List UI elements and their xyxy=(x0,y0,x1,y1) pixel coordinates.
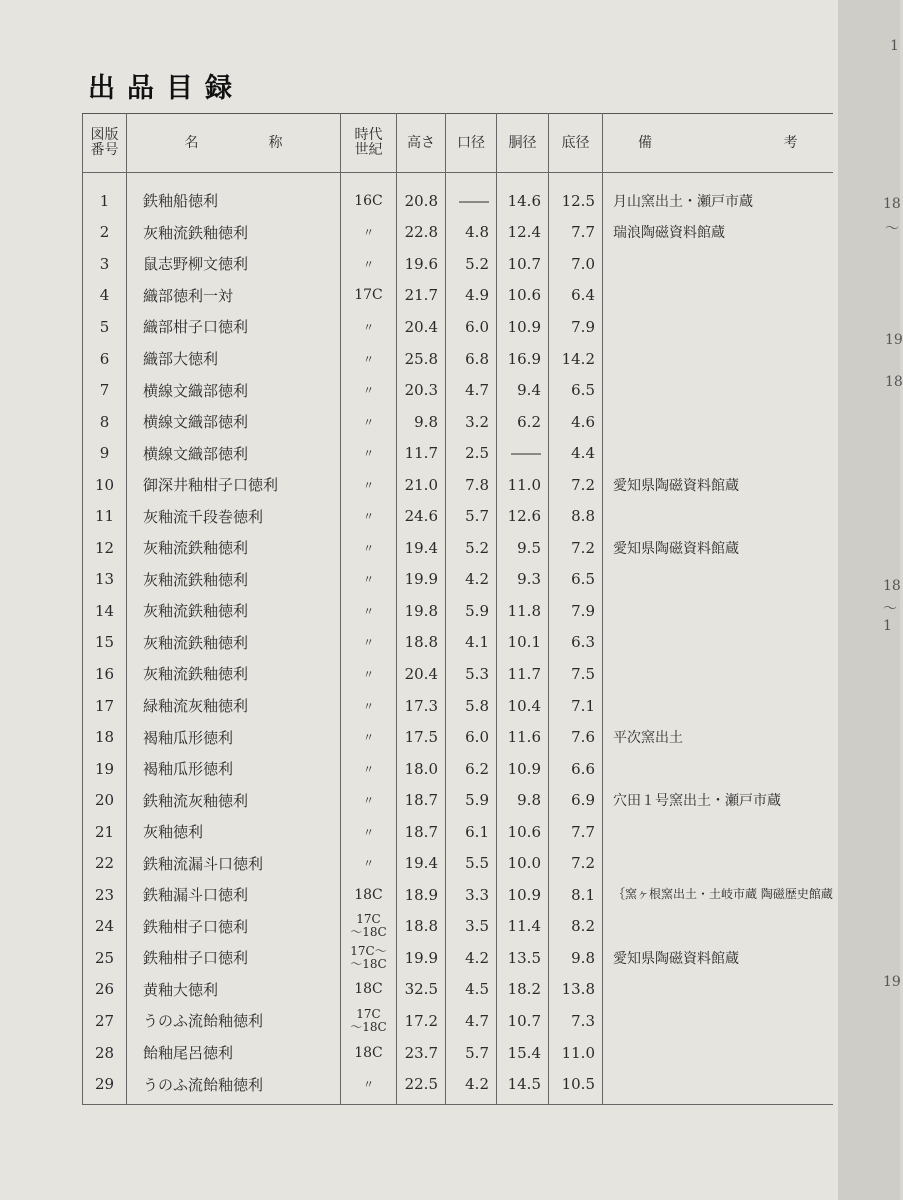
era-century: 〃 xyxy=(341,217,397,249)
era-century: 〃 xyxy=(341,627,397,659)
row-number: 4 xyxy=(83,280,127,312)
remarks-text xyxy=(603,627,833,659)
era-century: 〃 xyxy=(341,311,397,343)
table-row xyxy=(83,248,833,280)
page-title: 出品目録 xyxy=(88,73,244,104)
row-number: 15 xyxy=(83,627,127,659)
row-number: 7 xyxy=(83,374,127,406)
item-name: 灰釉流鉄釉徳利 xyxy=(127,627,341,659)
item-name: 横線文織部徳利 xyxy=(127,406,341,438)
base-diameter-value: 6.3 xyxy=(549,627,603,659)
row-number: 9 xyxy=(83,437,127,469)
item-name: 鉄釉流灰釉徳利 xyxy=(127,784,341,816)
mouth-diameter-value: 7.8 xyxy=(446,469,497,501)
item-name: 灰釉流千段巻徳利 xyxy=(127,500,341,532)
item-name: 灰釉流鉄釉徳利 xyxy=(127,532,341,564)
table-row xyxy=(83,942,833,974)
header-no: 図版 番号 xyxy=(83,114,127,173)
header-body-diameter: 胴径 xyxy=(497,114,549,173)
item-name: 灰釉流鉄釉徳利 xyxy=(127,564,341,596)
row-number: 28 xyxy=(83,1037,127,1069)
row-number: 11 xyxy=(83,500,127,532)
item-name: 織部柑子口徳利 xyxy=(127,311,341,343)
item-name: 緑釉流灰釉徳利 xyxy=(127,690,341,722)
era-century: 〃 xyxy=(341,721,397,753)
mouth-diameter-value: 5.2 xyxy=(446,532,497,564)
row-number: 1 xyxy=(83,173,127,217)
base-diameter-value: 7.9 xyxy=(549,311,603,343)
remarks-text xyxy=(603,1005,833,1037)
era-century: 〃 xyxy=(341,406,397,438)
height-value: 19.9 xyxy=(397,942,446,974)
body-diameter-value: 11.7 xyxy=(497,658,549,690)
table-row xyxy=(83,311,833,343)
remarks-text xyxy=(603,564,833,596)
table-row xyxy=(83,437,833,469)
height-value: 32.5 xyxy=(397,974,446,1006)
mouth-diameter-value: 3.3 xyxy=(446,879,497,911)
body-diameter-value: 12.6 xyxy=(497,500,549,532)
base-diameter-value: 7.2 xyxy=(549,469,603,501)
era-century: 〃 xyxy=(341,847,397,879)
remarks-text: 愛知県陶磁資料館蔵 xyxy=(613,950,739,967)
remarks-text: 愛知県陶磁資料館蔵 xyxy=(613,540,739,557)
era-century: 〃 xyxy=(341,564,397,596)
item-name: 灰釉流鉄釉徳利 xyxy=(127,217,341,249)
row-number: 12 xyxy=(83,532,127,564)
era-century: 〃 xyxy=(341,500,397,532)
height-value: 24.6 xyxy=(397,500,446,532)
item-name: 灰釉流鉄釉徳利 xyxy=(127,658,341,690)
item-name: うのふ流飴釉徳利 xyxy=(127,1005,341,1037)
body-diameter-value: 12.4 xyxy=(497,217,549,249)
era-century: 〃 xyxy=(341,784,397,816)
item-name: 鉄釉船徳利 xyxy=(127,173,341,217)
table-row xyxy=(83,406,833,438)
mouth-diameter-value: 6.0 xyxy=(446,311,497,343)
body-diameter-value: 13.5 xyxy=(497,942,549,974)
base-diameter-value: 7.2 xyxy=(549,532,603,564)
era-century: 18C xyxy=(341,1037,397,1069)
body-diameter-value: 10.1 xyxy=(497,627,549,659)
body-diameter-value: 9.5 xyxy=(497,532,549,564)
base-diameter-value: 4.4 xyxy=(549,437,603,469)
base-diameter-value: 7.6 xyxy=(549,721,603,753)
table-row xyxy=(83,974,833,1006)
row-number: 24 xyxy=(83,911,127,943)
header-base-diameter: 底径 xyxy=(549,114,603,173)
era-century: 〃 xyxy=(341,532,397,564)
table-row xyxy=(83,595,833,627)
remarks-text: 穴田１号窯出土・瀬戸市蔵 xyxy=(613,793,781,810)
row-number: 6 xyxy=(83,343,127,375)
row-number: 17 xyxy=(83,690,127,722)
height-value: 19.9 xyxy=(397,564,446,596)
fragment-text: 18 xyxy=(883,578,901,594)
era-century: 〃 xyxy=(341,1068,397,1104)
body-diameter-value: 15.4 xyxy=(497,1037,549,1069)
base-diameter-value: 7.0 xyxy=(549,248,603,280)
remarks-text xyxy=(603,911,833,943)
mouth-diameter-value: 5.8 xyxy=(446,690,497,722)
table-row xyxy=(83,469,833,501)
mouth-diameter-value: 4.1 xyxy=(446,627,497,659)
remarks-text: ｛窯ヶ根窯出土・土岐市蔵 陶磁歴史館蔵 xyxy=(613,887,833,902)
mouth-diameter-value: 3.5 xyxy=(446,911,497,943)
table-row xyxy=(83,816,833,848)
remarks-text xyxy=(603,1068,833,1104)
item-name: 横線文織部徳利 xyxy=(127,437,341,469)
mouth-diameter-value: 4.9 xyxy=(446,280,497,312)
table-row xyxy=(83,280,833,312)
fragment-text: ～1 xyxy=(883,601,897,634)
era-century: 16C xyxy=(341,173,397,217)
height-value: 23.7 xyxy=(397,1037,446,1069)
body-diameter-value: 10.6 xyxy=(497,816,549,848)
height-value: 20.3 xyxy=(397,374,446,406)
era-century: 17C ～18C xyxy=(341,1005,397,1037)
table-row xyxy=(83,217,833,249)
table-row xyxy=(83,784,833,816)
mouth-diameter-value: 4.7 xyxy=(446,374,497,406)
height-value: 25.8 xyxy=(397,343,446,375)
row-number: 21 xyxy=(83,816,127,848)
height-value: 19.8 xyxy=(397,595,446,627)
row-number: 23 xyxy=(83,879,127,911)
row-number: 19 xyxy=(83,753,127,785)
body-diameter-value: 10.6 xyxy=(497,280,549,312)
height-value: 20.4 xyxy=(397,658,446,690)
height-value: 19.6 xyxy=(397,248,446,280)
body-diameter-value: 14.6 xyxy=(497,173,549,217)
item-name: 鼠志野柳文徳利 xyxy=(127,248,341,280)
era-century: 〃 xyxy=(341,374,397,406)
body-diameter-value: 16.9 xyxy=(497,343,549,375)
adjacent-page-edge xyxy=(838,0,903,1200)
remarks-text: 瑞浪陶磁資料館蔵 xyxy=(613,225,725,242)
mouth-diameter-value: 5.2 xyxy=(446,248,497,280)
header-era: 時代 世紀 xyxy=(341,114,397,173)
item-name: 褐釉瓜形徳利 xyxy=(127,721,341,753)
body-diameter-value: 9.3 xyxy=(497,564,549,596)
item-name: 横線文織部徳利 xyxy=(127,374,341,406)
row-number: 5 xyxy=(83,311,127,343)
mouth-diameter-value: 6.8 xyxy=(446,343,497,375)
base-diameter-value: 7.7 xyxy=(549,217,603,249)
base-diameter-value: 7.1 xyxy=(549,690,603,722)
base-diameter-value: 7.5 xyxy=(549,658,603,690)
item-name: 褐釉瓜形徳利 xyxy=(127,753,341,785)
body-diameter-value: 10.9 xyxy=(497,311,549,343)
mouth-diameter-value: 5.7 xyxy=(446,500,497,532)
base-diameter-value: 6.5 xyxy=(549,374,603,406)
row-number: 25 xyxy=(83,942,127,974)
row-number: 16 xyxy=(83,658,127,690)
body-diameter-value: 10.0 xyxy=(497,847,549,879)
mouth-diameter-value: 4.5 xyxy=(446,974,497,1006)
height-value: 18.0 xyxy=(397,753,446,785)
remarks-text xyxy=(603,847,833,879)
row-number: 20 xyxy=(83,784,127,816)
item-name: 織部大徳利 xyxy=(127,343,341,375)
remarks-text xyxy=(603,753,833,785)
row-number: 26 xyxy=(83,974,127,1006)
height-value: 22.5 xyxy=(397,1068,446,1104)
table-header-row xyxy=(83,114,833,173)
height-value: 18.7 xyxy=(397,784,446,816)
base-diameter-value: 8.1 xyxy=(549,879,603,911)
height-value: 18.7 xyxy=(397,816,446,848)
table-row xyxy=(83,753,833,785)
height-value: 20.4 xyxy=(397,311,446,343)
height-value: 18.8 xyxy=(397,627,446,659)
row-number: 8 xyxy=(83,406,127,438)
item-name: 灰釉流鉄釉徳利 xyxy=(127,595,341,627)
body-diameter-value: 9.8 xyxy=(497,784,549,816)
body-diameter-value: 6.2 xyxy=(497,406,549,438)
remarks-text xyxy=(603,974,833,1006)
base-diameter-value: 12.5 xyxy=(549,173,603,217)
row-number: 14 xyxy=(83,595,127,627)
table-row xyxy=(83,721,833,753)
item-name: 鉄釉柑子口徳利 xyxy=(127,911,341,943)
table-row xyxy=(83,1068,833,1104)
body-diameter-value: 11.8 xyxy=(497,595,549,627)
base-diameter-value: 6.9 xyxy=(549,784,603,816)
table-row xyxy=(83,911,833,943)
height-value: 20.8 xyxy=(397,173,446,217)
body-diameter-value: 10.9 xyxy=(497,753,549,785)
fragment-text: 1 xyxy=(890,38,899,54)
era-century: 〃 xyxy=(341,753,397,785)
base-diameter-value: 11.0 xyxy=(549,1037,603,1069)
mouth-diameter-value: 5.7 xyxy=(446,1037,497,1069)
body-diameter-value: 9.4 xyxy=(497,374,549,406)
remarks-text xyxy=(603,690,833,722)
row-number: 18 xyxy=(83,721,127,753)
height-value: 17.3 xyxy=(397,690,446,722)
table-row xyxy=(83,847,833,879)
table-row xyxy=(83,564,833,596)
remarks-text xyxy=(603,374,833,406)
base-diameter-value: 8.2 xyxy=(549,911,603,943)
body-diameter-value: 10.7 xyxy=(497,248,549,280)
body-diameter-value: 11.0 xyxy=(497,469,549,501)
height-value: 11.7 xyxy=(397,437,446,469)
body-diameter-value: 10.4 xyxy=(497,690,549,722)
era-century: 〃 xyxy=(341,816,397,848)
row-number: 27 xyxy=(83,1005,127,1037)
fragment-text: 19 xyxy=(885,332,903,348)
header-mouth-diameter: 口径 xyxy=(446,114,497,173)
fragment-text: 18 xyxy=(883,196,901,212)
mouth-diameter-value: 5.9 xyxy=(446,784,497,816)
remarks-text xyxy=(603,1037,833,1069)
era-century: 18C xyxy=(341,974,397,1006)
table-row xyxy=(83,1005,833,1037)
item-name: 御深井釉柑子口徳利 xyxy=(127,469,341,501)
body-diameter-value: 11.6 xyxy=(497,721,549,753)
table-row xyxy=(83,343,833,375)
table-row xyxy=(83,532,833,564)
mouth-diameter-value: 5.9 xyxy=(446,595,497,627)
height-value: 9.8 xyxy=(397,406,446,438)
table-row xyxy=(83,627,833,659)
mouth-diameter-value: 6.1 xyxy=(446,816,497,848)
base-diameter-value: 9.8 xyxy=(549,942,603,974)
table-row xyxy=(83,690,833,722)
header-remarks: 備 考 xyxy=(603,114,833,173)
era-century: 〃 xyxy=(341,595,397,627)
era-century: 17C ～18C xyxy=(341,911,397,943)
body-diameter-value: 18.2 xyxy=(497,974,549,1006)
table-row xyxy=(83,500,833,532)
table-row xyxy=(83,374,833,406)
item-name: 鉄釉流漏斗口徳利 xyxy=(127,847,341,879)
item-name: うのふ流飴釉徳利 xyxy=(127,1068,341,1104)
mouth-diameter-value: ―― xyxy=(446,173,497,217)
row-number: 2 xyxy=(83,217,127,249)
table-row xyxy=(83,173,833,217)
remarks-text: 月山窯出土・瀬戸市蔵 xyxy=(613,193,753,210)
fragment-text: ～ xyxy=(885,221,899,237)
base-diameter-value: 13.8 xyxy=(549,974,603,1006)
exhibit-list-table xyxy=(82,113,833,1105)
height-value: 17.2 xyxy=(397,1005,446,1037)
header-name: 名 称 xyxy=(127,114,341,173)
row-number: 22 xyxy=(83,847,127,879)
height-value: 21.0 xyxy=(397,469,446,501)
table-row xyxy=(83,658,833,690)
height-value: 17.5 xyxy=(397,721,446,753)
base-diameter-value: 4.6 xyxy=(549,406,603,438)
base-diameter-value: 6.4 xyxy=(549,280,603,312)
mouth-diameter-value: 4.2 xyxy=(446,942,497,974)
base-diameter-value: 6.6 xyxy=(549,753,603,785)
body-diameter-value: 10.9 xyxy=(497,879,549,911)
base-diameter-value: 10.5 xyxy=(549,1068,603,1104)
remarks-text xyxy=(603,658,833,690)
mouth-diameter-value: 4.8 xyxy=(446,217,497,249)
mouth-diameter-value: 4.2 xyxy=(446,1068,497,1104)
remarks-text xyxy=(603,343,833,375)
remarks-text xyxy=(603,406,833,438)
base-diameter-value: 8.8 xyxy=(549,500,603,532)
mouth-diameter-value: 3.2 xyxy=(446,406,497,438)
remarks-text xyxy=(603,311,833,343)
era-century: 〃 xyxy=(341,343,397,375)
item-name: 鉄釉漏斗口徳利 xyxy=(127,879,341,911)
mouth-diameter-value: 5.5 xyxy=(446,847,497,879)
era-century: 〃 xyxy=(341,658,397,690)
height-value: 19.4 xyxy=(397,847,446,879)
row-number: 3 xyxy=(83,248,127,280)
table-row xyxy=(83,1037,833,1069)
height-value: 22.8 xyxy=(397,217,446,249)
item-name: 飴釉尾呂徳利 xyxy=(127,1037,341,1069)
era-century: 〃 xyxy=(341,437,397,469)
mouth-diameter-value: 6.2 xyxy=(446,753,497,785)
era-century: 17C xyxy=(341,280,397,312)
height-value: 18.9 xyxy=(397,879,446,911)
body-diameter-value: 10.7 xyxy=(497,1005,549,1037)
remarks-text xyxy=(603,816,833,848)
base-diameter-value: 7.7 xyxy=(549,816,603,848)
mouth-diameter-value: 6.0 xyxy=(446,721,497,753)
remarks-text: 平次窯出土 xyxy=(613,730,683,747)
fragment-text: 18 xyxy=(885,374,903,390)
row-number: 10 xyxy=(83,469,127,501)
remarks-text xyxy=(603,595,833,627)
height-value: 19.4 xyxy=(397,532,446,564)
height-value: 18.8 xyxy=(397,911,446,943)
era-century: 17C～ ～18C xyxy=(341,942,397,974)
era-century: 18C xyxy=(341,879,397,911)
mouth-diameter-value: 2.5 xyxy=(446,437,497,469)
mouth-diameter-value: 5.3 xyxy=(446,658,497,690)
era-century: 〃 xyxy=(341,248,397,280)
era-century: 〃 xyxy=(341,469,397,501)
base-diameter-value: 7.9 xyxy=(549,595,603,627)
base-diameter-value: 7.3 xyxy=(549,1005,603,1037)
row-number: 29 xyxy=(83,1068,127,1104)
base-diameter-value: 7.2 xyxy=(549,847,603,879)
item-name: 灰釉徳利 xyxy=(127,816,341,848)
remarks-text: 愛知県陶磁資料館蔵 xyxy=(613,477,739,494)
item-name: 黄釉大徳利 xyxy=(127,974,341,1006)
base-diameter-value: 14.2 xyxy=(549,343,603,375)
header-height: 高さ xyxy=(397,114,446,173)
fragment-text: 19 xyxy=(883,974,901,990)
base-diameter-value: 6.5 xyxy=(549,564,603,596)
remarks-text xyxy=(603,280,833,312)
mouth-diameter-value: 4.2 xyxy=(446,564,497,596)
mouth-diameter-value: 4.7 xyxy=(446,1005,497,1037)
remarks-text xyxy=(603,500,833,532)
body-diameter-value: 14.5 xyxy=(497,1068,549,1104)
era-century: 〃 xyxy=(341,690,397,722)
body-diameter-value: ―― xyxy=(497,437,549,469)
body-diameter-value: 11.4 xyxy=(497,911,549,943)
item-name: 鉄釉柑子口徳利 xyxy=(127,942,341,974)
height-value: 21.7 xyxy=(397,280,446,312)
remarks-text xyxy=(603,248,833,280)
remarks-text xyxy=(603,437,833,469)
table-row xyxy=(83,879,833,911)
row-number: 13 xyxy=(83,564,127,596)
item-name: 織部徳利一対 xyxy=(127,280,341,312)
